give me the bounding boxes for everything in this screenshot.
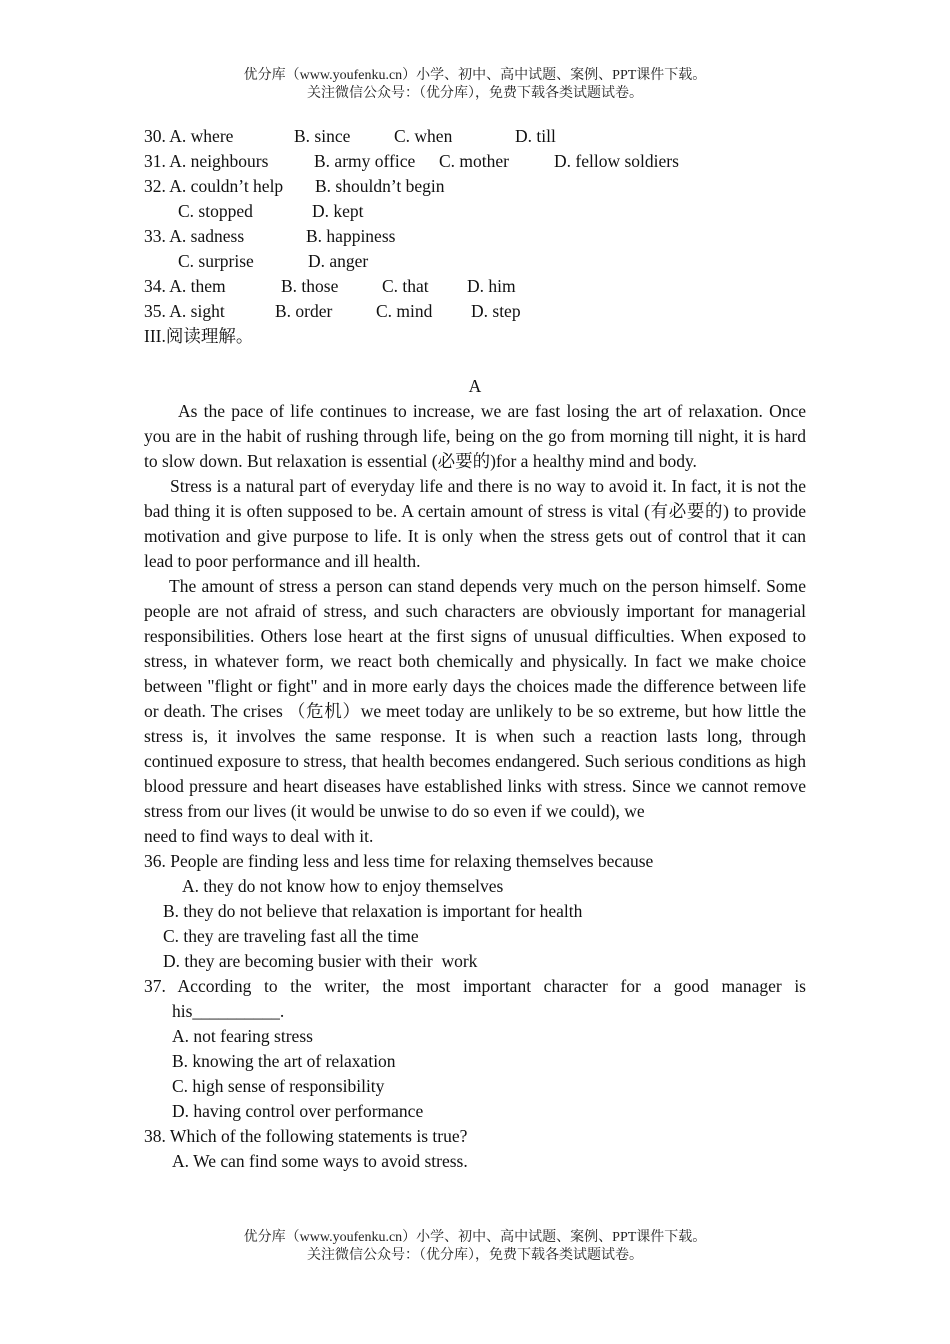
cloze-option-row: 35. A. sight B. order C. mind D. step xyxy=(144,301,521,321)
cloze-option-row: 31. A. neighbours B. army office C. mother D. fellow soldiers xyxy=(144,151,679,171)
question-37-option-c: C. high sense of responsibility xyxy=(172,1076,385,1096)
cloze-option-row: C. stopped D. kept xyxy=(178,201,364,221)
header-line-2: 关注微信公众号：（优分库），免费下载各类试题试卷。 xyxy=(307,86,643,101)
passage-title: A xyxy=(468,376,482,396)
document-body xyxy=(144,124,806,1174)
question-37-option-d: D. having control over performance xyxy=(172,1101,424,1121)
passage-paragraph-1: As the pace of life continues to increase, we are fast losing the art of relaxation. Once you are in the habit of rushing through life, being on the go from morning till night, it is hard to slow down. But relaxation is essential (必要的)for a healthy mind and body. xyxy=(144,401,806,471)
cloze-option-row: C. surprise D. anger xyxy=(178,251,369,271)
section-heading: III.阅读理解。 xyxy=(144,326,254,346)
page-header xyxy=(0,67,950,103)
cloze-option-row: 33. A. sadness B. happiness xyxy=(144,226,396,246)
cloze-option-row: 30. A. where B. since C. when D. till xyxy=(144,126,556,146)
passage-paragraph-2: Stress is a natural part of everyday life and there is no way to avoid it. In fact, it is not the bad thing it is often supposed to be. A certain amount of stress is vital (有必要的) to provide motivation and give purpose to life. It is only when the stress gets out of control that it can lead to poor performance and ill health. xyxy=(144,476,806,571)
question-38-stem: 38. Which of the following statements is true? xyxy=(144,1126,468,1146)
question-36-stem: 36. People are finding less and less time for relaxing themselves because xyxy=(144,851,654,871)
question-36-option-d: D. they are becoming busier with their work xyxy=(163,951,478,971)
question-36-option-c: C. they are traveling fast all the time xyxy=(163,926,419,946)
passage-paragraph-3-end: need to find ways to deal with it. xyxy=(144,826,374,846)
question-36-option-a: A. they do not know how to enjoy themselves xyxy=(182,876,504,896)
question-37-stem: 37. According to the writer, the most important character for a good manager is xyxy=(144,976,806,996)
cloze-option-row: 34. A. them B. those C. that D. him xyxy=(144,276,516,296)
passage-paragraph-3: The amount of stress a person can stand depends very much on the person himself. Some people are not afraid of stress, and such characters are obviously important for managerial responsibilities. Others lose heart at the first signs of unusual difficulties. When exposed to stress, in whatever form, we react both chemically and physically. In fact we make choice between "flight or fight" and in more early days the choices made the difference between life or death. The crises （危机）we meet today are unlikely to be so extreme, but how little the stress is, it involves the same response. It is when such a reaction lasts long, through continued exposure to stress, that health becomes endangered. Such serious conditions as high blood pressure and heart diseases have established links with stress. Since we cannot remove stress from our lives (it would be unwise to do so even if we could), we xyxy=(144,576,806,821)
question-36-option-b: B. they do not believe that relaxation is important for health xyxy=(163,901,583,921)
question-37-option-b: B. knowing the art of relaxation xyxy=(172,1051,396,1071)
footer-line-2: 关注微信公众号：（优分库），免费下载各类试题试卷。 xyxy=(307,1248,643,1263)
footer-line-1: 优分库（www.youfenku.cn）小学、初中、高中试题、案例、PPT课件下载。 xyxy=(243,1230,707,1245)
header-line-1: 优分库（www.youfenku.cn）小学、初中、高中试题、案例、PPT课件下载。 xyxy=(243,68,707,83)
question-37-stem-continued: his__________. xyxy=(172,1001,285,1021)
page-footer xyxy=(0,1229,950,1265)
question-38-option-a: A. We can find some ways to avoid stress. xyxy=(172,1151,468,1171)
question-37-option-a: A. not fearing stress xyxy=(172,1026,313,1046)
cloze-option-row: 32. A. couldn’t help B. shouldn’t begin xyxy=(144,176,445,196)
